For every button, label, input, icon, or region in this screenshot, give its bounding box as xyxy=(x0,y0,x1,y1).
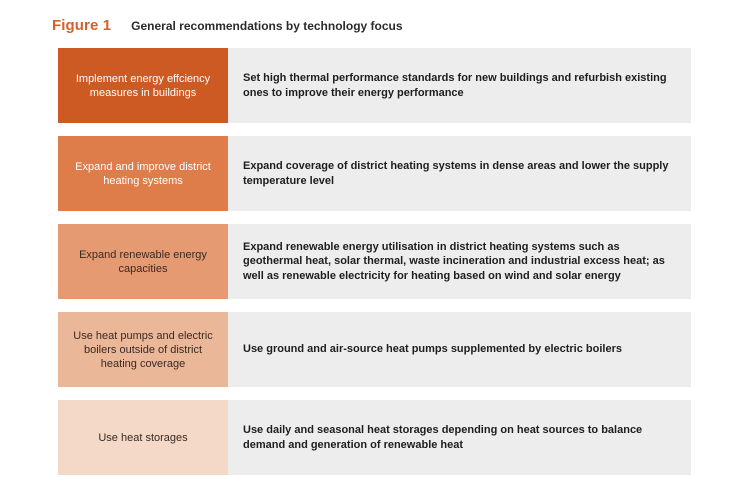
recommendation-row xyxy=(58,312,691,387)
recommendation-row xyxy=(58,48,691,123)
focus-box-renewable-capacities: Expand renewable energy capacities xyxy=(58,224,228,299)
recommendation-row xyxy=(58,224,691,299)
recommendation-row xyxy=(58,136,691,211)
focus-box-heat-pumps: Use heat pumps and electric boilers outside of district heating coverage xyxy=(58,312,228,387)
recommendation-description: Expand coverage of district heating systems in dense areas and lower the supply temperature level xyxy=(228,136,691,211)
recommendation-description: Expand renewable energy utilisation in district heating systems such as geothermal heat, solar thermal, waste incineration and industrial excess heat; as well as renewable electricity for heating based on wind and solar energy xyxy=(228,224,691,299)
recommendation-description: Use ground and air-source heat pumps supplemented by electric boilers xyxy=(228,312,691,387)
focus-box-district-heating: Expand and improve district heating systems xyxy=(58,136,228,211)
figure-label: Figure 1 xyxy=(52,17,112,34)
focus-box-heat-storages: Use heat storages xyxy=(58,400,228,475)
recommendation-description: Use daily and seasonal heat storages depending on heat sources to balance demand and generation of renewable heat xyxy=(228,400,691,475)
figure-title: General recommendations by technology focus xyxy=(131,19,403,33)
recommendation-description: Set high thermal performance standards for new buildings and refurbish existing ones to improve their energy performance xyxy=(228,48,691,123)
focus-box-energy-efficiency: Implement energy effciency measures in buildings xyxy=(58,48,228,123)
figure-header xyxy=(52,17,403,34)
recommendation-row xyxy=(58,400,691,475)
